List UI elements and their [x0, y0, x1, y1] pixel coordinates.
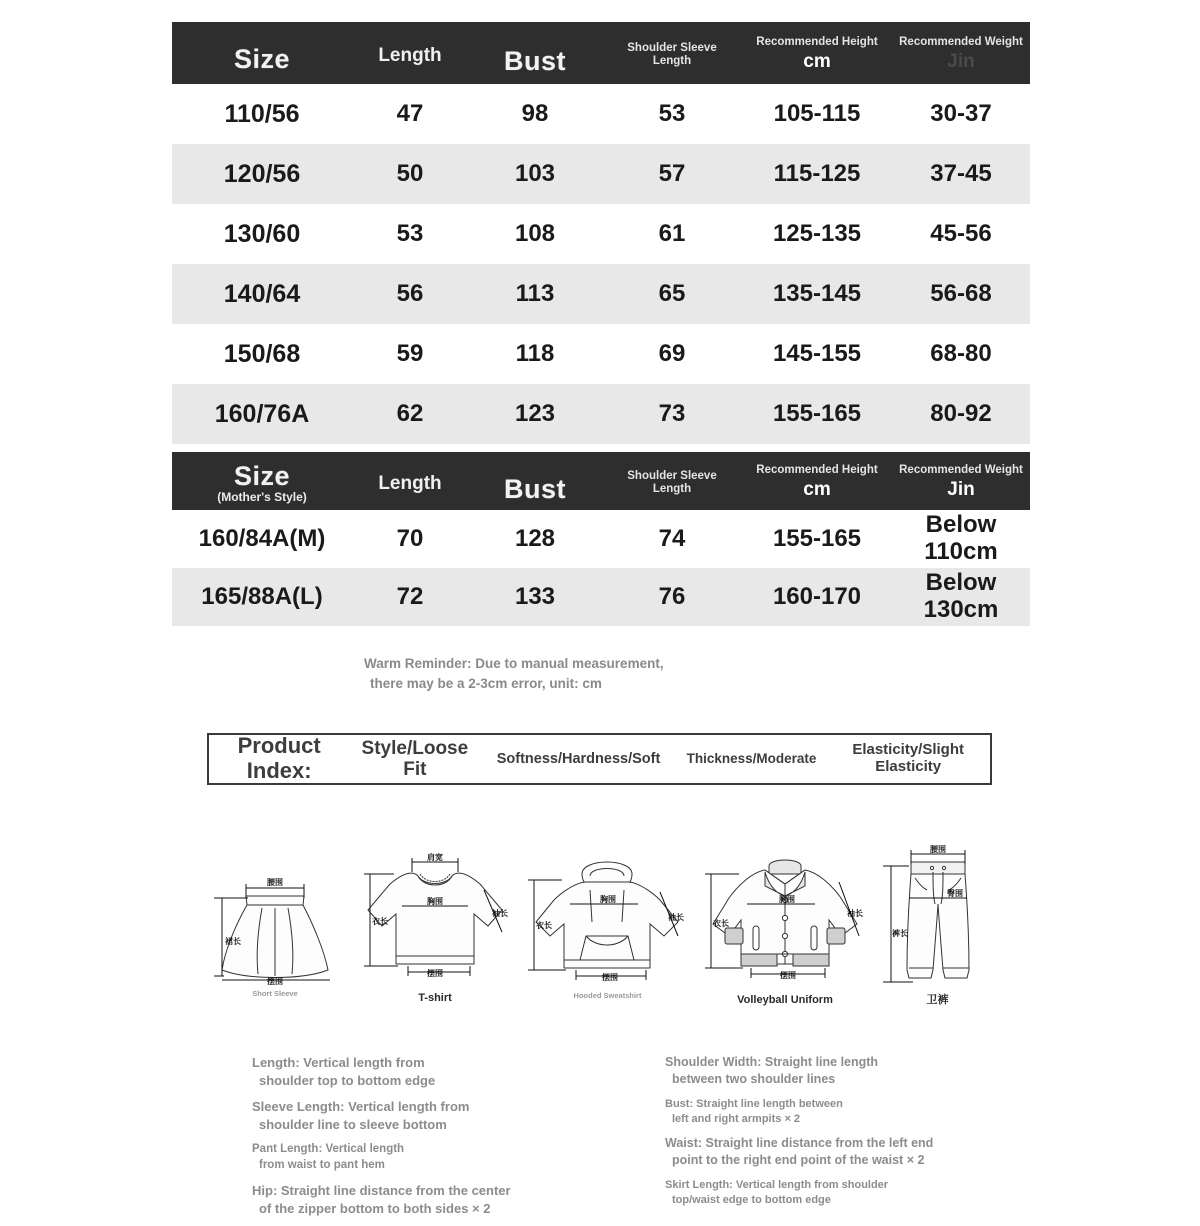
- header-height-unit: cm: [803, 478, 831, 500]
- size-table-mother-body: [172, 510, 1030, 626]
- svg-text:摆围: 摆围: [267, 977, 283, 986]
- product-index-style: Style/Loose Fit: [361, 737, 469, 780]
- cell-length: 59: [352, 324, 468, 384]
- cell-bust: 133: [468, 568, 602, 626]
- note-line2: point to the right end point of the waist × 2: [672, 1153, 925, 1168]
- header-shoulder-sleeve-label: Shoulder Sleeve Length: [627, 470, 717, 495]
- cell-size: 160/84A(M): [172, 510, 352, 568]
- header-bust: [468, 22, 602, 84]
- table-row: [172, 84, 1030, 144]
- svg-text:腰围: 腰围: [267, 878, 283, 887]
- header-shoulder-sleeve-length: [602, 452, 742, 510]
- cell-size: 165/88A(L): [172, 568, 352, 626]
- svg-text:摆围: 摆围: [602, 973, 618, 982]
- cell-weight: 80-92: [892, 384, 1030, 444]
- note-line1: Pant Length: Vertical length: [252, 1143, 405, 1156]
- cell-bust: 123: [468, 384, 602, 444]
- cell-size: 160/76A: [172, 384, 352, 444]
- header-bust-label: Bust: [504, 45, 566, 76]
- svg-text:臀围: 臀围: [947, 889, 963, 898]
- warm-reminder-line1: Warm Reminder: Due to manual measurement,: [364, 656, 664, 671]
- cell-size: 130/60: [172, 204, 352, 264]
- note-line2: shoulder top to bottom edge: [259, 1072, 436, 1088]
- table-row: [172, 568, 1030, 626]
- cell-shoulder-sleeve: 65: [602, 264, 742, 324]
- svg-text:腰围: 腰围: [930, 845, 946, 854]
- baseball-jacket-icon: [695, 842, 875, 992]
- table-row: [172, 264, 1030, 324]
- note-shoulder-width: [665, 1054, 1085, 1088]
- cell-bust: 98: [468, 84, 602, 144]
- header-height-unit: cm: [803, 50, 831, 72]
- cell-length: 47: [352, 84, 468, 144]
- note-line2: of the zipper bottom to both sides × 2: [259, 1200, 491, 1216]
- header-size-sublabel: (Mother's Style): [217, 489, 307, 504]
- diagram-volleyball-uniform: [695, 842, 875, 1007]
- cell-shoulder-sleeve: 53: [602, 84, 742, 144]
- header-recommended-weight: [892, 22, 1030, 84]
- cell-height: 125-135: [742, 204, 892, 264]
- cell-shoulder-sleeve: 74: [602, 510, 742, 568]
- diagram-sweatpants: [875, 840, 1000, 1007]
- diagram-caption: 卫裤: [926, 994, 949, 1006]
- header-height-label: Recommended Height: [756, 36, 878, 49]
- cell-shoulder-sleeve: 61: [602, 204, 742, 264]
- note-length: [252, 1054, 652, 1089]
- header-size-label: Size: [233, 43, 291, 74]
- skirt-icon: [200, 858, 350, 988]
- cell-height: 145-155: [742, 324, 892, 384]
- size-table-kids: [172, 22, 1030, 444]
- cell-bust: 103: [468, 144, 602, 204]
- cell-length: 50: [352, 144, 468, 204]
- note-line1: Skirt Length: Vertical length from shoulder: [665, 1179, 889, 1192]
- header-size: [172, 452, 352, 510]
- diagram-caption: Volleyball Uniform: [737, 994, 833, 1006]
- cell-weight: 30-37: [892, 84, 1030, 144]
- svg-text:衣长: 衣长: [713, 919, 729, 928]
- note-line1: Hip: Straight line distance from the center: [252, 1183, 511, 1199]
- cell-weight: 68-80: [892, 324, 1030, 384]
- svg-text:摆围: 摆围: [780, 971, 796, 980]
- diagram-caption: Hooded Sweatshirt: [573, 991, 642, 1000]
- hoodie-icon: [520, 844, 695, 990]
- header-length-label: Length: [378, 472, 442, 494]
- cell-size: 110/56: [172, 84, 352, 144]
- header-size: [172, 22, 352, 84]
- header-weight-label: Recommended Weight: [899, 36, 1023, 49]
- cell-length: 56: [352, 264, 468, 324]
- size-table-mother: [172, 452, 1030, 626]
- measurement-notes-left: [252, 1054, 652, 1226]
- note-line1: Shoulder Width: Straight line length: [665, 1055, 879, 1069]
- table-row: [172, 324, 1030, 384]
- measurement-notes-right: [665, 1054, 1085, 1217]
- table-header-row: [172, 452, 1030, 510]
- header-weight-label: Recommended Weight: [899, 464, 1023, 477]
- table-row: [172, 510, 1030, 568]
- table-row: [172, 204, 1030, 264]
- header-bust-label: Bust: [504, 473, 566, 504]
- note-line2: between two shoulder lines: [672, 1071, 836, 1086]
- note-line2: left and right armpits × 2: [672, 1112, 801, 1125]
- pants-icon: [875, 840, 1000, 992]
- cell-weight: 45-56: [892, 204, 1030, 264]
- cell-length: 53: [352, 204, 468, 264]
- cell-height: 155-165: [742, 510, 892, 568]
- svg-text:袖长: 袖长: [668, 913, 684, 922]
- header-recommended-height: [742, 22, 892, 84]
- cell-height: 115-125: [742, 144, 892, 204]
- header-length-label: Length: [378, 44, 442, 66]
- cell-weight: 37-45: [892, 144, 1030, 204]
- cell-shoulder-sleeve: 73: [602, 384, 742, 444]
- note-line2: top/waist edge to bottom edge: [672, 1194, 831, 1207]
- header-weight-unit: Jin: [947, 478, 975, 500]
- note-line1: Bust: Straight line length between: [665, 1097, 843, 1110]
- svg-text:摆围: 摆围: [427, 969, 443, 978]
- product-index-title: Product Index:: [237, 733, 321, 783]
- svg-text:胸围: 胸围: [600, 895, 616, 904]
- note-line2: from waist to pant hem: [259, 1158, 385, 1171]
- cell-size: 150/68: [172, 324, 352, 384]
- svg-text:裙长: 裙长: [225, 937, 241, 946]
- cell-bust: 113: [468, 264, 602, 324]
- diagram-tshirt: [350, 844, 520, 1005]
- note-bust: [665, 1097, 1085, 1127]
- header-weight-unit: Jin: [947, 50, 975, 72]
- header-height-label: Recommended Height: [756, 464, 878, 477]
- table-header-row: [172, 22, 1030, 84]
- cell-weight: Below 130cm: [892, 568, 1030, 626]
- svg-text:袖长: 袖长: [847, 909, 863, 918]
- product-index-box: [207, 733, 992, 785]
- cell-shoulder-sleeve: 69: [602, 324, 742, 384]
- cell-weight: 56-68: [892, 264, 1030, 324]
- note-sleeve-length: [252, 1098, 652, 1133]
- header-bust: [468, 452, 602, 510]
- cell-height: 135-145: [742, 264, 892, 324]
- cell-bust: 108: [468, 204, 602, 264]
- table-row: [172, 384, 1030, 444]
- tshirt-icon: [350, 844, 520, 990]
- cell-shoulder-sleeve: 57: [602, 144, 742, 204]
- table-row: [172, 144, 1030, 204]
- cell-height: 105-115: [742, 84, 892, 144]
- note-skirt-length: [665, 1178, 1085, 1208]
- note-pant-length: [252, 1142, 652, 1173]
- cell-height: 160-170: [742, 568, 892, 626]
- product-index-softness: Softness/Hardness/Soft: [496, 750, 661, 767]
- note-line1: Length: Vertical length from: [252, 1055, 425, 1070]
- product-index-elasticity: Elasticity/Slight Elasticity: [852, 741, 965, 775]
- header-shoulder-sleeve-label: Shoulder Sleeve Length: [627, 42, 717, 67]
- cell-size: 120/56: [172, 144, 352, 204]
- diagram-hooded-sweatshirt: [520, 844, 695, 1001]
- svg-text:袖长: 袖长: [492, 909, 508, 918]
- note-line1: Sleeve Length: Vertical length from: [252, 1099, 470, 1115]
- product-index-thickness: Thickness/Moderate: [686, 751, 817, 767]
- cell-height: 155-165: [742, 384, 892, 444]
- cell-size: 140/64: [172, 264, 352, 324]
- header-recommended-height: [742, 452, 892, 510]
- warm-reminder-line2: there may be a 2-3cm error, unit: cm: [370, 675, 602, 691]
- header-length: [352, 452, 468, 510]
- header-length: [352, 22, 468, 84]
- svg-text:衣长: 衣长: [372, 917, 388, 926]
- cell-bust: 128: [468, 510, 602, 568]
- diagram-short-sleeve: [200, 858, 350, 999]
- cell-shoulder-sleeve: 76: [602, 568, 742, 626]
- svg-text:胸围: 胸围: [779, 895, 795, 904]
- note-line2: shoulder line to sleeve bottom: [259, 1116, 447, 1132]
- header-size-label: Size: [233, 461, 291, 492]
- svg-text:胸围: 胸围: [427, 897, 443, 906]
- cell-length: 62: [352, 384, 468, 444]
- header-recommended-weight: [892, 452, 1030, 510]
- cell-bust: 118: [468, 324, 602, 384]
- svg-text:肩宽: 肩宽: [427, 853, 443, 862]
- svg-text:裤长: 裤长: [892, 929, 908, 938]
- cell-weight: Below 110cm: [892, 510, 1030, 568]
- note-line1: Waist: Straight line distance from the left end: [665, 1136, 934, 1151]
- diagram-caption: T-shirt: [418, 992, 452, 1004]
- cell-length: 72: [352, 568, 468, 626]
- diagram-caption: Short Sleeve: [252, 989, 298, 998]
- garment-diagrams: [200, 840, 1000, 1035]
- header-shoulder-sleeve-length: [602, 22, 742, 84]
- note-waist: [665, 1135, 1085, 1169]
- cell-length: 70: [352, 510, 468, 568]
- svg-text:衣长: 衣长: [536, 921, 552, 930]
- warm-reminder: [364, 654, 784, 693]
- size-table-kids-body: [172, 84, 1030, 444]
